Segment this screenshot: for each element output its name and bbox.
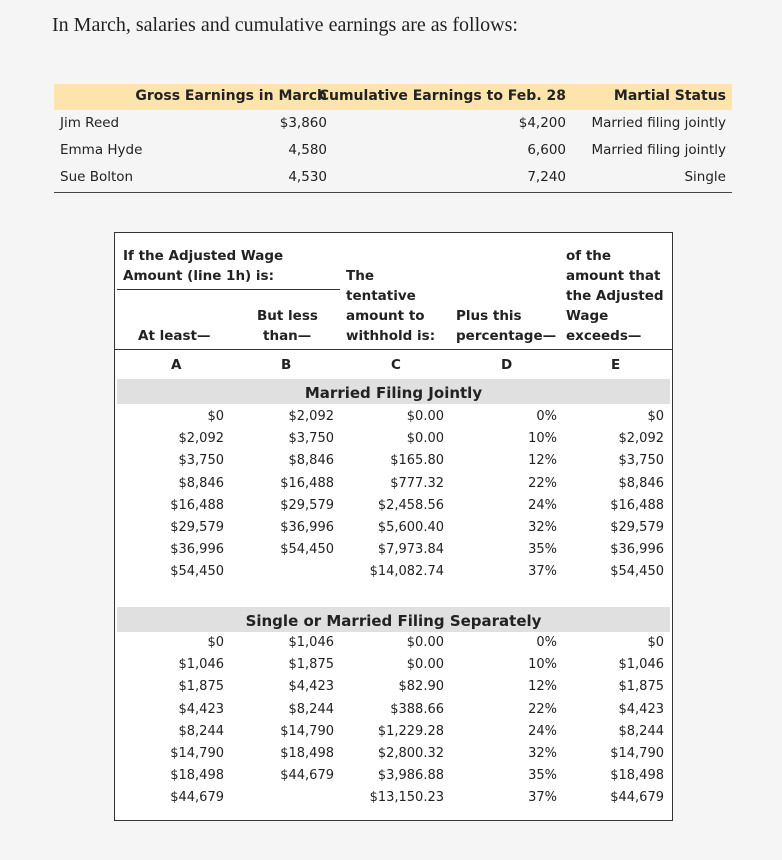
employee-gross-cell: $3,860 <box>279 115 327 131</box>
employee-status-cell: Single <box>684 169 726 185</box>
tentative-amount-cell: $3,986.88 <box>377 768 444 784</box>
table-row <box>54 111 732 138</box>
employee-name-cell: Jim Reed <box>60 115 120 131</box>
percentage-cell: 0% <box>536 635 557 650</box>
at-least-cell: $29,579 <box>170 520 224 535</box>
section-single-title <box>117 607 670 632</box>
header-b-line2: than— <box>263 328 312 344</box>
at-least-cell: $54,450 <box>170 564 224 580</box>
percentage-cell: 10% <box>528 431 557 447</box>
at-least-cell: $14,790 <box>170 746 224 761</box>
tentative-amount-cell: $0.00 <box>406 409 444 424</box>
tentative-amount-cell: $0.00 <box>406 431 444 447</box>
but-less-than-cell: $29,579 <box>280 497 334 513</box>
header-gross-earnings: Gross Earnings in March <box>135 88 327 104</box>
percentage-cell: 32% <box>528 746 557 761</box>
exceeds-cell: $2,092 <box>618 431 664 447</box>
intro-text: In March, salaries and cumulative earnings are as follows: <box>52 14 518 36</box>
at-least-cell: $44,679 <box>170 790 224 806</box>
at-least-cell: $0 <box>207 635 224 650</box>
percentage-cell: 35% <box>528 768 557 784</box>
percentage-cell: 22% <box>528 701 557 717</box>
at-least-cell: $3,750 <box>178 453 224 469</box>
at-least-cell: $0 <box>207 409 224 424</box>
table-row <box>115 700 672 722</box>
header-cumulative-earnings: Cumulative Earnings to Feb. 28 <box>318 88 566 104</box>
at-least-cell: $18,498 <box>170 768 224 784</box>
exceeds-cell: $18,498 <box>610 768 664 784</box>
exceeds-cell: $44,679 <box>610 790 664 806</box>
col-letter-a: A <box>171 357 182 373</box>
but-less-than-cell: $14,790 <box>280 723 334 739</box>
table-row <box>115 766 672 788</box>
but-less-than-cell: $1,046 <box>288 635 334 650</box>
but-less-than-cell: $54,450 <box>280 542 334 558</box>
but-less-than-cell: $8,846 <box>288 453 334 469</box>
table-row <box>115 722 672 744</box>
header-d-line1: Plus this <box>456 308 522 324</box>
at-least-cell: $16,488 <box>170 497 224 513</box>
exceeds-cell: $3,750 <box>618 453 664 469</box>
exceeds-cell: $8,846 <box>618 475 664 491</box>
tentative-amount-cell: $5,600.40 <box>377 520 444 535</box>
tentative-amount-cell: $0.00 <box>406 635 444 650</box>
employee-cumulative-cell: 7,240 <box>527 169 566 185</box>
col-letter-e: E <box>611 357 621 373</box>
but-less-than-cell: $16,488 <box>280 475 334 491</box>
table-row <box>115 540 672 562</box>
exceeds-cell: $0 <box>647 635 664 650</box>
percentage-cell: 32% <box>528 520 557 535</box>
employee-cumulative-cell: 6,600 <box>527 142 566 158</box>
percentage-cell: 35% <box>528 542 557 558</box>
at-least-cell: $8,244 <box>178 723 224 739</box>
but-less-than-cell: $2,092 <box>288 409 334 424</box>
header-at-least: At least— <box>138 328 211 344</box>
at-least-cell: $4,423 <box>178 701 224 717</box>
tentative-amount-cell: $2,458.56 <box>377 497 444 513</box>
table-row <box>115 562 672 584</box>
employee-rows <box>54 110 732 192</box>
percentage-cell: 22% <box>528 475 557 491</box>
employee-status-cell: Married filing jointly <box>591 142 726 158</box>
section-title-text: Single or Married Filing Separately <box>245 612 542 630</box>
section-title-text: Married Filing Jointly <box>304 384 483 402</box>
exceeds-cell: $8,244 <box>618 723 664 739</box>
at-least-cell: $8,846 <box>178 475 224 491</box>
table-row <box>115 451 672 473</box>
exceeds-cell: $0 <box>647 409 664 424</box>
header-b-line1: But less <box>257 308 318 324</box>
tentative-amount-cell: $0.00 <box>406 657 444 673</box>
employee-cumulative-cell: $4,200 <box>518 115 566 131</box>
header-e-line3: the Adjusted <box>566 288 664 304</box>
employee-table-header <box>54 84 732 110</box>
tentative-amount-cell: $2,800.32 <box>377 746 444 761</box>
table-row <box>54 138 732 165</box>
but-less-than-cell: $1,875 <box>288 657 334 673</box>
tentative-amount-cell: $14,082.74 <box>369 564 444 580</box>
but-less-than-cell: $4,423 <box>288 679 334 695</box>
tentative-amount-cell: $82.90 <box>398 679 444 695</box>
header-c-line3: amount to <box>346 308 425 324</box>
exceeds-cell: $1,875 <box>618 679 664 695</box>
col-letter-b: B <box>281 357 292 373</box>
table-row <box>115 744 672 766</box>
section-married-filing-jointly-title <box>117 379 670 404</box>
at-least-cell: $1,046 <box>178 657 224 673</box>
employee-gross-cell: 4,530 <box>288 169 327 185</box>
exceeds-cell: $54,450 <box>610 564 664 580</box>
at-least-cell: $1,875 <box>178 679 224 695</box>
table-row <box>54 165 732 192</box>
header-marital-status: Martial Status <box>613 88 726 104</box>
percentage-cell: 12% <box>528 453 557 469</box>
percentage-cell: 24% <box>528 497 557 513</box>
but-less-than-cell: $3,750 <box>288 431 334 447</box>
header-a-underline <box>117 289 340 290</box>
but-less-than-cell: $8,244 <box>288 701 334 717</box>
header-e-line1: of the <box>566 248 612 264</box>
table-row <box>115 788 672 810</box>
header-c-line4: withhold is: <box>346 328 436 344</box>
table-row <box>115 677 672 699</box>
employee-earnings-table <box>54 84 732 193</box>
employee-name-cell: Sue Bolton <box>60 169 134 185</box>
employee-status-cell: Married filing jointly <box>591 115 726 131</box>
header-e-line2: amount that <box>566 268 661 284</box>
but-less-than-cell: $44,679 <box>280 768 334 784</box>
tentative-amount-cell: $13,150.23 <box>369 790 444 806</box>
exceeds-cell: $1,046 <box>618 657 664 673</box>
exceeds-cell: $36,996 <box>610 542 664 558</box>
tentative-amount-cell: $7,973.84 <box>377 542 444 558</box>
header-c-line2: tentative <box>346 288 416 304</box>
header-e-line4: Wage <box>566 308 609 324</box>
tentative-amount-cell: $165.80 <box>390 453 444 469</box>
header-a-top-line2: Amount (line 1h) is: <box>123 268 274 284</box>
header-e-line5: exceeds— <box>566 328 642 344</box>
table-row <box>115 474 672 496</box>
percentage-cell: 10% <box>528 657 557 673</box>
but-less-than-cell: $36,996 <box>280 520 334 535</box>
at-least-cell: $36,996 <box>170 542 224 558</box>
table-row <box>115 407 672 429</box>
exceeds-cell: $14,790 <box>610 746 664 761</box>
header-divider <box>115 349 672 350</box>
employee-name-cell: Emma Hyde <box>60 142 143 158</box>
tentative-amount-cell: $388.66 <box>390 701 444 717</box>
table-row <box>115 518 672 540</box>
col-letter-c: C <box>391 357 401 373</box>
header-d-line2: percentage— <box>456 328 557 344</box>
but-less-than-cell: $18,498 <box>280 746 334 761</box>
percentage-cell: 12% <box>528 679 557 695</box>
header-a-top-line1: If the Adjusted Wage <box>123 248 284 264</box>
tentative-amount-cell: $1,229.28 <box>377 723 444 739</box>
tax-withholding-table <box>114 232 673 821</box>
header-c-line1: The <box>346 268 374 284</box>
exceeds-cell: $4,423 <box>618 701 664 717</box>
percentage-cell: 37% <box>528 790 557 806</box>
exceeds-cell: $16,488 <box>610 497 664 513</box>
tentative-amount-cell: $777.32 <box>390 475 444 491</box>
percentage-cell: 0% <box>536 409 557 424</box>
exceeds-cell: $29,579 <box>610 520 664 535</box>
percentage-cell: 24% <box>528 723 557 739</box>
table-row <box>115 496 672 518</box>
table-row <box>115 655 672 677</box>
at-least-cell: $2,092 <box>178 431 224 447</box>
col-letter-d: D <box>501 357 513 373</box>
table-row <box>115 633 672 655</box>
employee-gross-cell: 4,580 <box>288 142 327 158</box>
table-row <box>115 429 672 451</box>
percentage-cell: 37% <box>528 564 557 580</box>
